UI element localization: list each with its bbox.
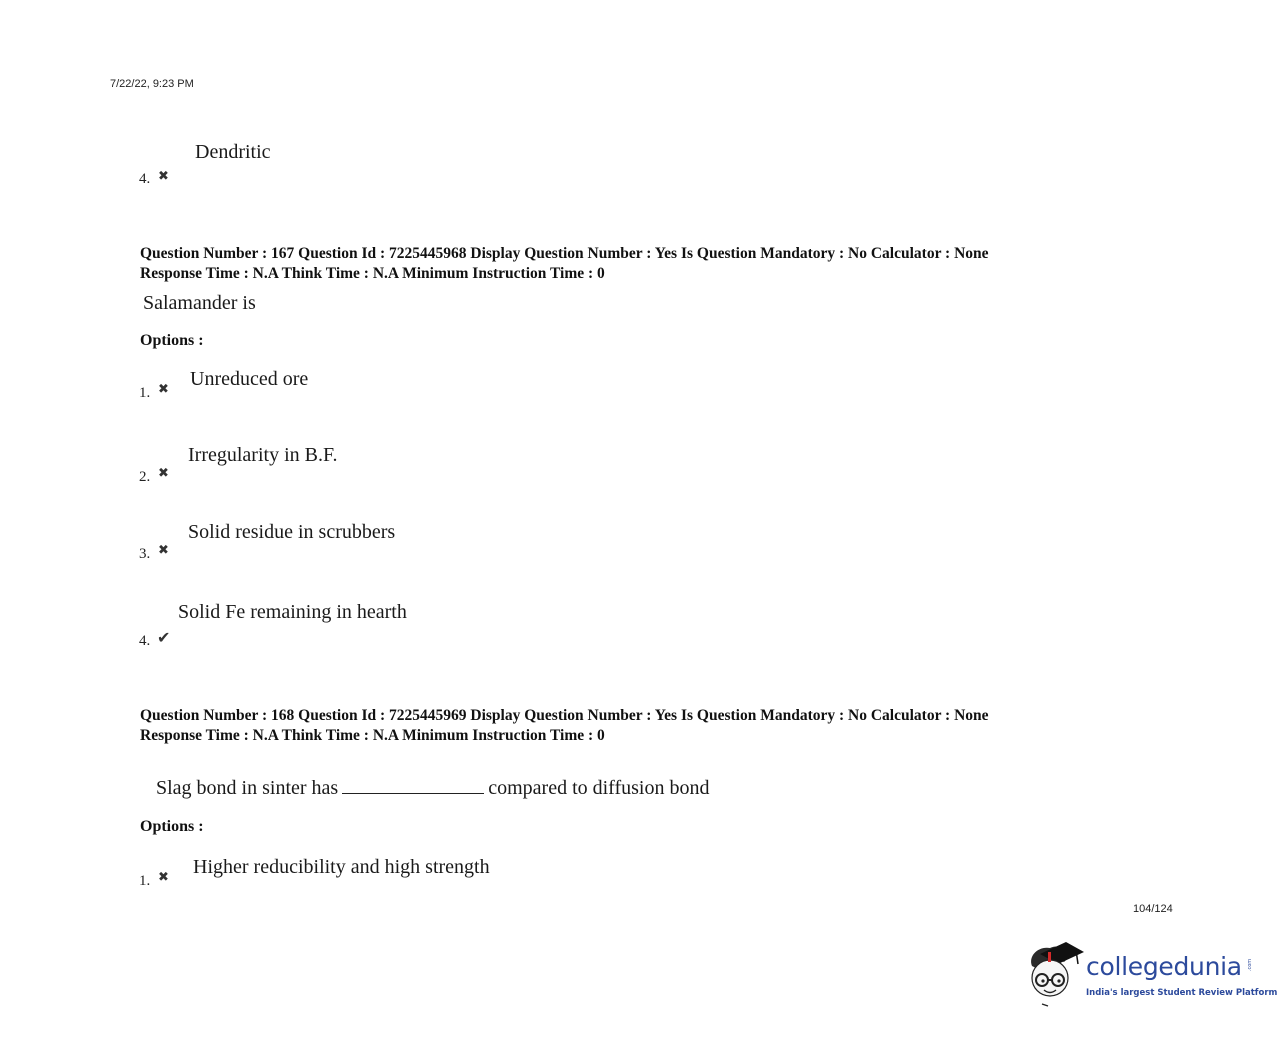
option-text: Irregularity in B.F. bbox=[188, 444, 338, 466]
question-text-after: compared to diffusion bond bbox=[488, 777, 710, 799]
question-meta-line1: Question Number : 168 Question Id : 7225445969 Display Question Number : Yes Is Question Mandatory : No Calculator : None bbox=[140, 707, 989, 724]
option-number: 3. bbox=[139, 546, 151, 562]
option-text: Unreduced ore bbox=[190, 368, 309, 390]
collegedunia-logo bbox=[1024, 938, 1278, 1010]
option-text: Solid residue in scrubbers bbox=[188, 521, 396, 543]
question-meta-line2: Response Time : N.A Think Time : N.A Minimum Instruction Time : 0 bbox=[140, 727, 605, 744]
option-number: 2. bbox=[139, 469, 151, 485]
page-number: 104/124 bbox=[1133, 903, 1173, 915]
question-text bbox=[156, 777, 709, 800]
option-text: Higher reducibility and high strength bbox=[193, 856, 490, 878]
student-mascot-icon bbox=[1024, 938, 1086, 1010]
check-icon: ✔ bbox=[157, 628, 171, 647]
cross-icon: ✖ bbox=[158, 169, 169, 184]
question-meta-line1: Question Number : 167 Question Id : 7225445968 Display Question Number : Yes Is Question Mandatory : No Calculator : None bbox=[140, 245, 989, 262]
option-number: 1. bbox=[139, 873, 151, 889]
option-number: 4. bbox=[139, 633, 151, 649]
answer-blank bbox=[342, 779, 484, 794]
option-text: Solid Fe remaining in hearth bbox=[178, 601, 407, 623]
prev-option-number: 4. bbox=[139, 171, 151, 187]
question-meta-line2: Response Time : N.A Think Time : N.A Minimum Instruction Time : 0 bbox=[140, 265, 605, 282]
options-label: Options : bbox=[140, 332, 204, 349]
question-text: Salamander is bbox=[143, 292, 256, 314]
options-label: Options : bbox=[140, 818, 204, 835]
cross-icon: ✖ bbox=[158, 466, 169, 481]
timestamp: 7/22/22, 9:23 PM bbox=[110, 78, 194, 90]
logo-tagline: India's largest Student Review Platform bbox=[1086, 988, 1278, 998]
question-text-before: Slag bond in sinter has bbox=[156, 777, 339, 799]
logo-wordmark: collegedunia bbox=[1086, 952, 1242, 981]
cross-icon: ✖ bbox=[158, 543, 169, 558]
logo-suffix: .com bbox=[1247, 958, 1254, 972]
option-number: 1. bbox=[139, 385, 151, 401]
prev-option-text: Dendritic bbox=[195, 141, 271, 163]
cross-icon: ✖ bbox=[158, 382, 169, 397]
cross-icon: ✖ bbox=[158, 870, 169, 885]
